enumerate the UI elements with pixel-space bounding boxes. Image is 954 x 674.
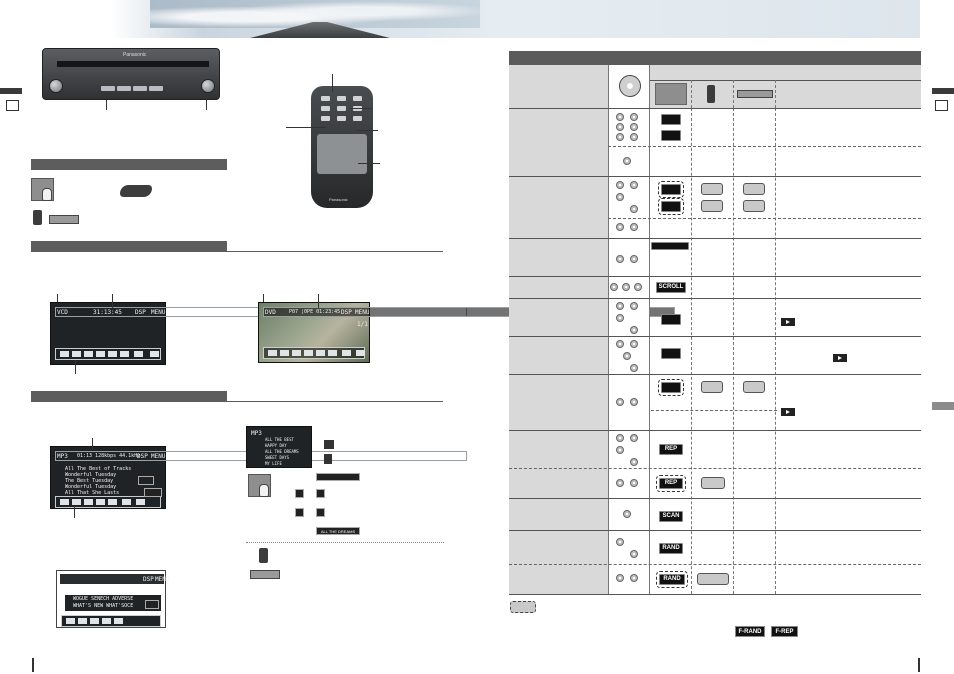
mp3-track-item[interactable]: All The Best of Tracks (65, 466, 132, 472)
mp3-control-bar[interactable] (55, 496, 161, 508)
row-rule (509, 336, 921, 337)
page-tab-left (0, 88, 22, 94)
page-edge-mark (32, 658, 34, 672)
callout-line (57, 294, 58, 302)
disc-type-icon (616, 446, 624, 454)
stop-button[interactable] (661, 314, 681, 325)
disc-type-icon (630, 479, 638, 487)
cd-side-button[interactable] (145, 600, 159, 609)
source-button-icon (120, 185, 152, 197)
unit-brand: Panasonic (123, 52, 147, 58)
vcd-dsp-key[interactable]: DSP (135, 309, 146, 316)
legend-grey-key (510, 601, 536, 613)
callout-line (263, 294, 264, 302)
touch-panel-icon (248, 474, 271, 497)
remote-icon (33, 210, 42, 225)
next-track-icon[interactable] (661, 382, 681, 393)
disc-type-icon (630, 550, 638, 558)
play-icon (781, 408, 795, 416)
column-divider (733, 108, 734, 594)
remote-key-icon (701, 477, 725, 489)
disc-type-icon (630, 340, 638, 348)
disc-type-icon (616, 314, 624, 322)
disc-type-icon (630, 574, 638, 582)
disc-type-icon (610, 283, 618, 291)
cd-menu-key[interactable]: MENU (155, 576, 170, 583)
prev-track-icon[interactable] (661, 201, 681, 212)
folder-list-screen (246, 426, 312, 468)
folder-item[interactable]: SWEET DAYS (265, 455, 290, 460)
disc-type-icon (616, 340, 624, 348)
touch-panel-icon (31, 178, 54, 201)
disc-type-icon (616, 113, 624, 121)
section-index-tab (932, 402, 954, 410)
table-header-row (509, 65, 921, 108)
dvd-dsp-key[interactable]: DSP (341, 309, 352, 316)
disc-type-icon (630, 302, 638, 310)
disc-type-icon (630, 113, 638, 121)
panel-button (133, 86, 147, 91)
disc-type-icon (630, 123, 638, 131)
disc-type-icon (616, 123, 624, 131)
up-arrow-icon[interactable] (295, 489, 304, 498)
disc-type-icon (616, 181, 624, 189)
callout-line (112, 294, 113, 308)
folder-random-button[interactable]: F-RAND (735, 626, 765, 637)
disc-type-icon (616, 193, 624, 201)
pause-button[interactable] (661, 348, 681, 359)
remote-key-icon (701, 183, 723, 195)
folder-item[interactable]: ALL THE DREAMS (265, 449, 299, 454)
disc-type-icon (634, 283, 642, 291)
panel-button (117, 86, 131, 91)
random-button[interactable]: RAND (659, 574, 685, 585)
remote-key-icon (701, 200, 723, 212)
cd-text-line: WHAT'S NEW WHAT'SOCE (73, 603, 134, 609)
disc-type-icon (616, 223, 624, 231)
vcd-control-bar[interactable] (55, 348, 161, 360)
disc-slot (57, 61, 209, 67)
mp3-side-button[interactable] (138, 476, 154, 485)
section-heading-bar (31, 241, 227, 252)
callout-line (74, 506, 75, 518)
mp3-track-item[interactable]: Wonderful Tuesday (65, 484, 117, 490)
row-subrule (608, 218, 921, 219)
remote-keypad (317, 134, 367, 174)
page-edge-mark (918, 658, 920, 672)
callout-line (106, 100, 107, 110)
selected-folder-result: ALL THE DREAMS (316, 527, 360, 535)
play-icon (781, 318, 795, 326)
panel-button (149, 86, 163, 91)
callout-line (286, 127, 326, 128)
cd-text-screen (56, 570, 170, 628)
disc-type-icon (616, 398, 624, 406)
disc-type-icon (630, 458, 638, 466)
remote-key-icon (701, 381, 723, 393)
cell-subrule (651, 410, 777, 411)
next-track-icon[interactable] (661, 184, 681, 195)
panel-key-icon (743, 183, 765, 195)
disc-type-icon (630, 398, 638, 406)
head-unit-illustration (42, 48, 220, 100)
disc-type-icon (616, 434, 624, 442)
prev-track-icon[interactable] (661, 130, 681, 141)
section-rule (227, 251, 443, 252)
row-rule (509, 430, 921, 431)
next-track-icon[interactable] (661, 114, 681, 125)
file-icon (324, 454, 332, 464)
disc-type-icon (630, 326, 638, 334)
dvd-control-bar[interactable] (263, 347, 365, 359)
up-arrow-icon[interactable] (316, 489, 325, 498)
table-title-bar (509, 51, 921, 65)
row-rule (509, 498, 921, 499)
touch-panel-icon (655, 83, 687, 105)
disc-icon (619, 75, 641, 97)
row-subrule (509, 564, 921, 565)
callout-line (75, 360, 76, 374)
callout-line (356, 130, 378, 131)
panel-key-icon (743, 381, 765, 393)
disc-type-icon (630, 434, 638, 442)
row-rule (509, 276, 921, 277)
callout-line (206, 96, 207, 110)
section-rule (227, 401, 443, 402)
head-unit-icon (737, 90, 773, 98)
mp3-dsp-key[interactable]: DSP (137, 453, 148, 460)
row-rule (509, 176, 921, 177)
row-rule (509, 298, 921, 299)
down-arrow-icon[interactable] (295, 508, 304, 517)
dvd-info-readout: P07 ¦0PE 01:23:45 (289, 309, 341, 315)
callout-line (358, 163, 380, 164)
disc-type-icon (616, 133, 624, 141)
dvd-menu-key[interactable]: MENU (355, 309, 370, 316)
disc-type-icon (630, 133, 638, 141)
panel-button (101, 86, 115, 91)
dvd-mode-label: DVD (265, 309, 276, 316)
scroll-button[interactable]: SCROLL (656, 282, 686, 293)
play-icon (833, 354, 847, 362)
repeat-button[interactable]: REP (659, 444, 683, 455)
vcd-mode-label: VCD (57, 309, 68, 316)
mp3-mode-label: MP3 (57, 453, 68, 460)
disc-type-icon (623, 352, 631, 360)
row-rule (509, 530, 921, 531)
table-body (509, 108, 921, 594)
disc-type-icon (630, 255, 638, 263)
mp3-info-readout: 01:13 128kbps 44.1kHz (77, 453, 141, 459)
disc-type-icon (630, 364, 638, 372)
callout-line (318, 294, 319, 308)
disc-type-icon (623, 157, 631, 165)
page-marker-left (6, 100, 19, 111)
callout-line (332, 74, 333, 92)
row-rule (509, 594, 921, 595)
folder-tab-label: MP3 (251, 430, 262, 437)
page-tab-right (932, 88, 954, 94)
mp3-track-item[interactable]: Wonderful Tuesday (65, 472, 117, 478)
vcd-menu-key[interactable]: MENU (151, 309, 166, 316)
cd-text-line: WOGUE SENECH ADVERSE (73, 596, 134, 602)
remote-control-illustration (311, 86, 373, 208)
mp3-track-item[interactable]: All That She Lasts (65, 490, 120, 496)
remote-key-icon (697, 573, 729, 585)
cd-dsp-key[interactable]: DSP (143, 576, 154, 583)
disc-type-icon (616, 479, 624, 487)
folder-icon (324, 440, 334, 449)
column-divider (775, 108, 776, 594)
disc-type-icon (616, 538, 624, 546)
folder-repeat-button[interactable]: F-REP (771, 626, 798, 637)
page-marker-right (935, 100, 948, 111)
repeat-button[interactable]: REP (659, 478, 683, 489)
disc-type-icon (623, 510, 631, 518)
volume-knob (49, 79, 63, 93)
power-knob (201, 79, 215, 93)
remote-brand: Panasonic (329, 197, 348, 202)
head-unit-icon (250, 570, 280, 579)
disc-type-icon (630, 223, 638, 231)
row-rule (509, 374, 921, 375)
down-arrow-icon[interactable] (316, 508, 325, 517)
dvd-screen (258, 302, 370, 363)
disc-type-icon (622, 283, 630, 291)
cd-control-bar[interactable] (61, 615, 161, 627)
row-rule (509, 108, 921, 109)
callout-line (92, 438, 93, 450)
row-subrule (608, 146, 921, 147)
remote-icon (707, 85, 715, 103)
vcd-screen (50, 302, 166, 365)
mp3-track-item[interactable]: The Best Tuesday (65, 478, 114, 484)
scan-button[interactable]: SCAN (659, 511, 683, 522)
random-button[interactable]: RAND (659, 543, 683, 554)
row-rule (509, 238, 921, 239)
folder-item[interactable]: HAPPY DAY (265, 443, 287, 448)
vcd-time-readout: 31:13:45 (93, 309, 122, 316)
disc-type-icon (616, 302, 624, 310)
mp3-side-button[interactable] (144, 488, 162, 497)
time-display-icon (651, 242, 689, 250)
disc-type-icon (616, 255, 624, 263)
dvd-position: 1/1 (357, 321, 368, 328)
section-heading-bar (31, 159, 227, 170)
selected-folder-bar (316, 473, 360, 481)
section-heading-bar (31, 391, 227, 402)
remote-icon (259, 548, 268, 563)
folder-item[interactable]: MY LIFE (265, 461, 282, 466)
folder-item[interactable]: ALL THE BEST (265, 437, 294, 442)
disc-type-icon (630, 181, 638, 189)
row-subrule (509, 468, 921, 469)
head-unit-icon (49, 215, 79, 224)
mp3-menu-key[interactable]: MENU (151, 453, 166, 460)
separator (246, 542, 444, 543)
callout-line (350, 108, 372, 109)
panel-key-icon (743, 200, 765, 212)
column-divider (691, 108, 692, 594)
disc-type-icon (630, 205, 638, 213)
disc-type-icon (616, 574, 624, 582)
